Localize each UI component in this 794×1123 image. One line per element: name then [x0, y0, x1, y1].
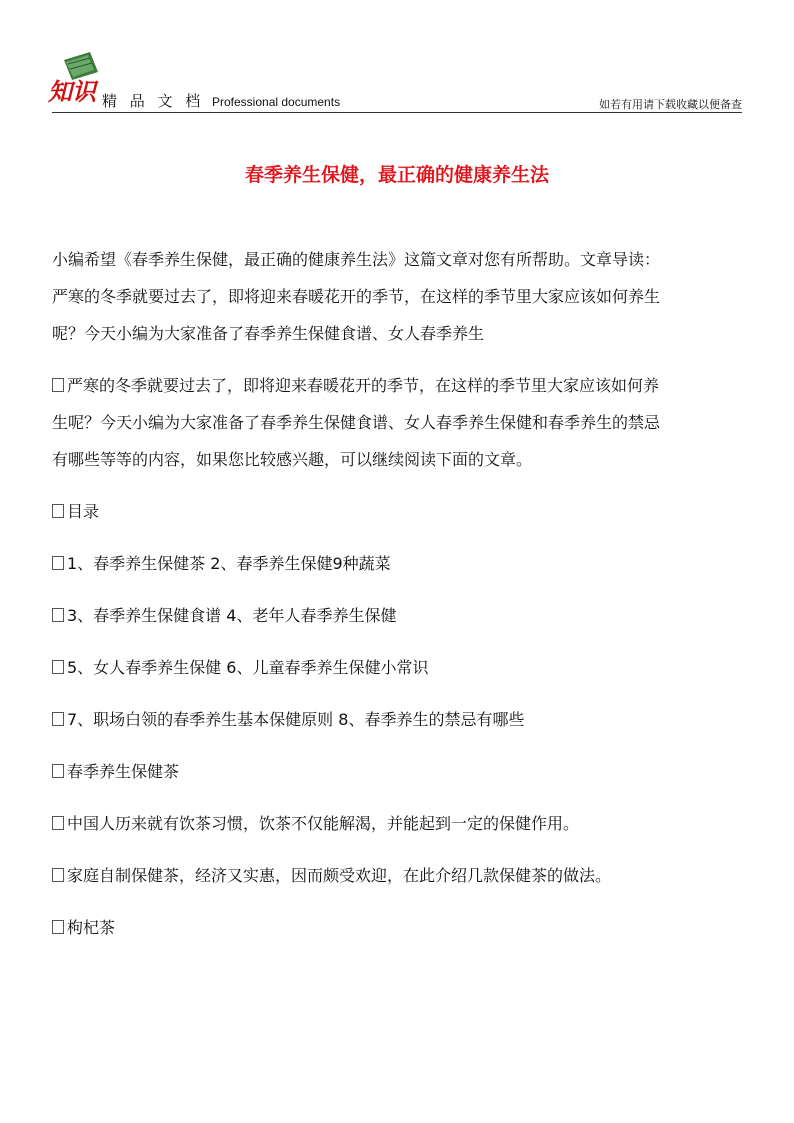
subsection-heading [52, 909, 764, 946]
logo-lettering: 知识 [48, 77, 96, 106]
brand-name: 精 品 文 档 [102, 92, 205, 110]
header-divider [52, 112, 742, 113]
brand-subtitle: Professional documents [212, 95, 341, 109]
lead-paragraph [52, 367, 764, 478]
toc-entry [52, 701, 764, 738]
toc-entry [52, 545, 764, 582]
toc-entry [52, 597, 764, 634]
item-text: 枸杞茶 [67, 918, 116, 937]
body-paragraph [52, 805, 764, 842]
book-logo-icon [46, 50, 106, 106]
document-body [52, 241, 764, 961]
intro-line: 小编希望《春季养生保健，最正确的健康养生法》这篇文章对您有所帮助。文章导读： [52, 250, 661, 269]
item-text: 7、职场白领的春季养生基本保健原则 8、春季养生的禁忌有哪些 [67, 710, 525, 729]
download-note: 如若有用请下载收藏以便备查 [599, 98, 742, 111]
item-text: 3、春季养生保健食谱 4、老年人春季养生保健 [67, 606, 397, 625]
bullet-box-icon [52, 608, 64, 622]
lead-line: 生呢？今天小编为大家准备了春季养生保健食谱、女人春季养生保健和春季养生的禁忌 [52, 413, 661, 432]
bullet-box-icon [52, 712, 64, 726]
bullet-box-icon [52, 504, 64, 518]
bullet-box-icon [52, 920, 64, 934]
item-text: 目录 [67, 502, 100, 521]
intro-paragraph [52, 241, 764, 352]
intro-line: 呢？今天小编为大家准备了春季养生保健食谱、女人春季养生 [52, 324, 485, 343]
section-heading [52, 753, 764, 790]
toc-entry [52, 649, 764, 686]
bullet-box-icon [52, 378, 64, 392]
page-header [0, 0, 794, 112]
lead-line: 有哪些等等的内容，如果您比较感兴趣，可以继续阅读下面的文章。 [52, 450, 533, 469]
bullet-box-icon [52, 556, 64, 570]
lead-line-text: 严寒的冬季就要过去了，即将迎来春暖花开的季节，在这样的季节里大家应该如何养 [67, 376, 660, 395]
item-text: 春季养生保健茶 [67, 762, 180, 781]
item-text: 家庭自制保健茶，经济又实惠，因而颇受欢迎，在此介绍几款保健茶的做法。 [67, 866, 612, 885]
intro-line: 严寒的冬季就要过去了，即将迎来春暖花开的季节，在这样的季节里大家应该如何养生 [52, 287, 661, 306]
lead-line [52, 367, 764, 404]
bullet-box-icon [52, 868, 64, 882]
bullet-box-icon [52, 764, 64, 778]
body-paragraph [52, 857, 764, 894]
document-title: 春季养生保健，最正确的健康养生法 [244, 164, 549, 186]
item-text: 1、春季养生保健茶 2、春季养生保健9种蔬菜 [67, 554, 391, 573]
toc-heading [52, 493, 764, 530]
item-text: 5、女人春季养生保健 6、儿童春季养生保健小常识 [67, 658, 429, 677]
bullet-box-icon [52, 660, 64, 674]
item-text: 中国人历来就有饮茶习惯，饮茶不仅能解渴，并能起到一定的保健作用。 [67, 814, 580, 833]
bullet-box-icon [52, 816, 64, 830]
